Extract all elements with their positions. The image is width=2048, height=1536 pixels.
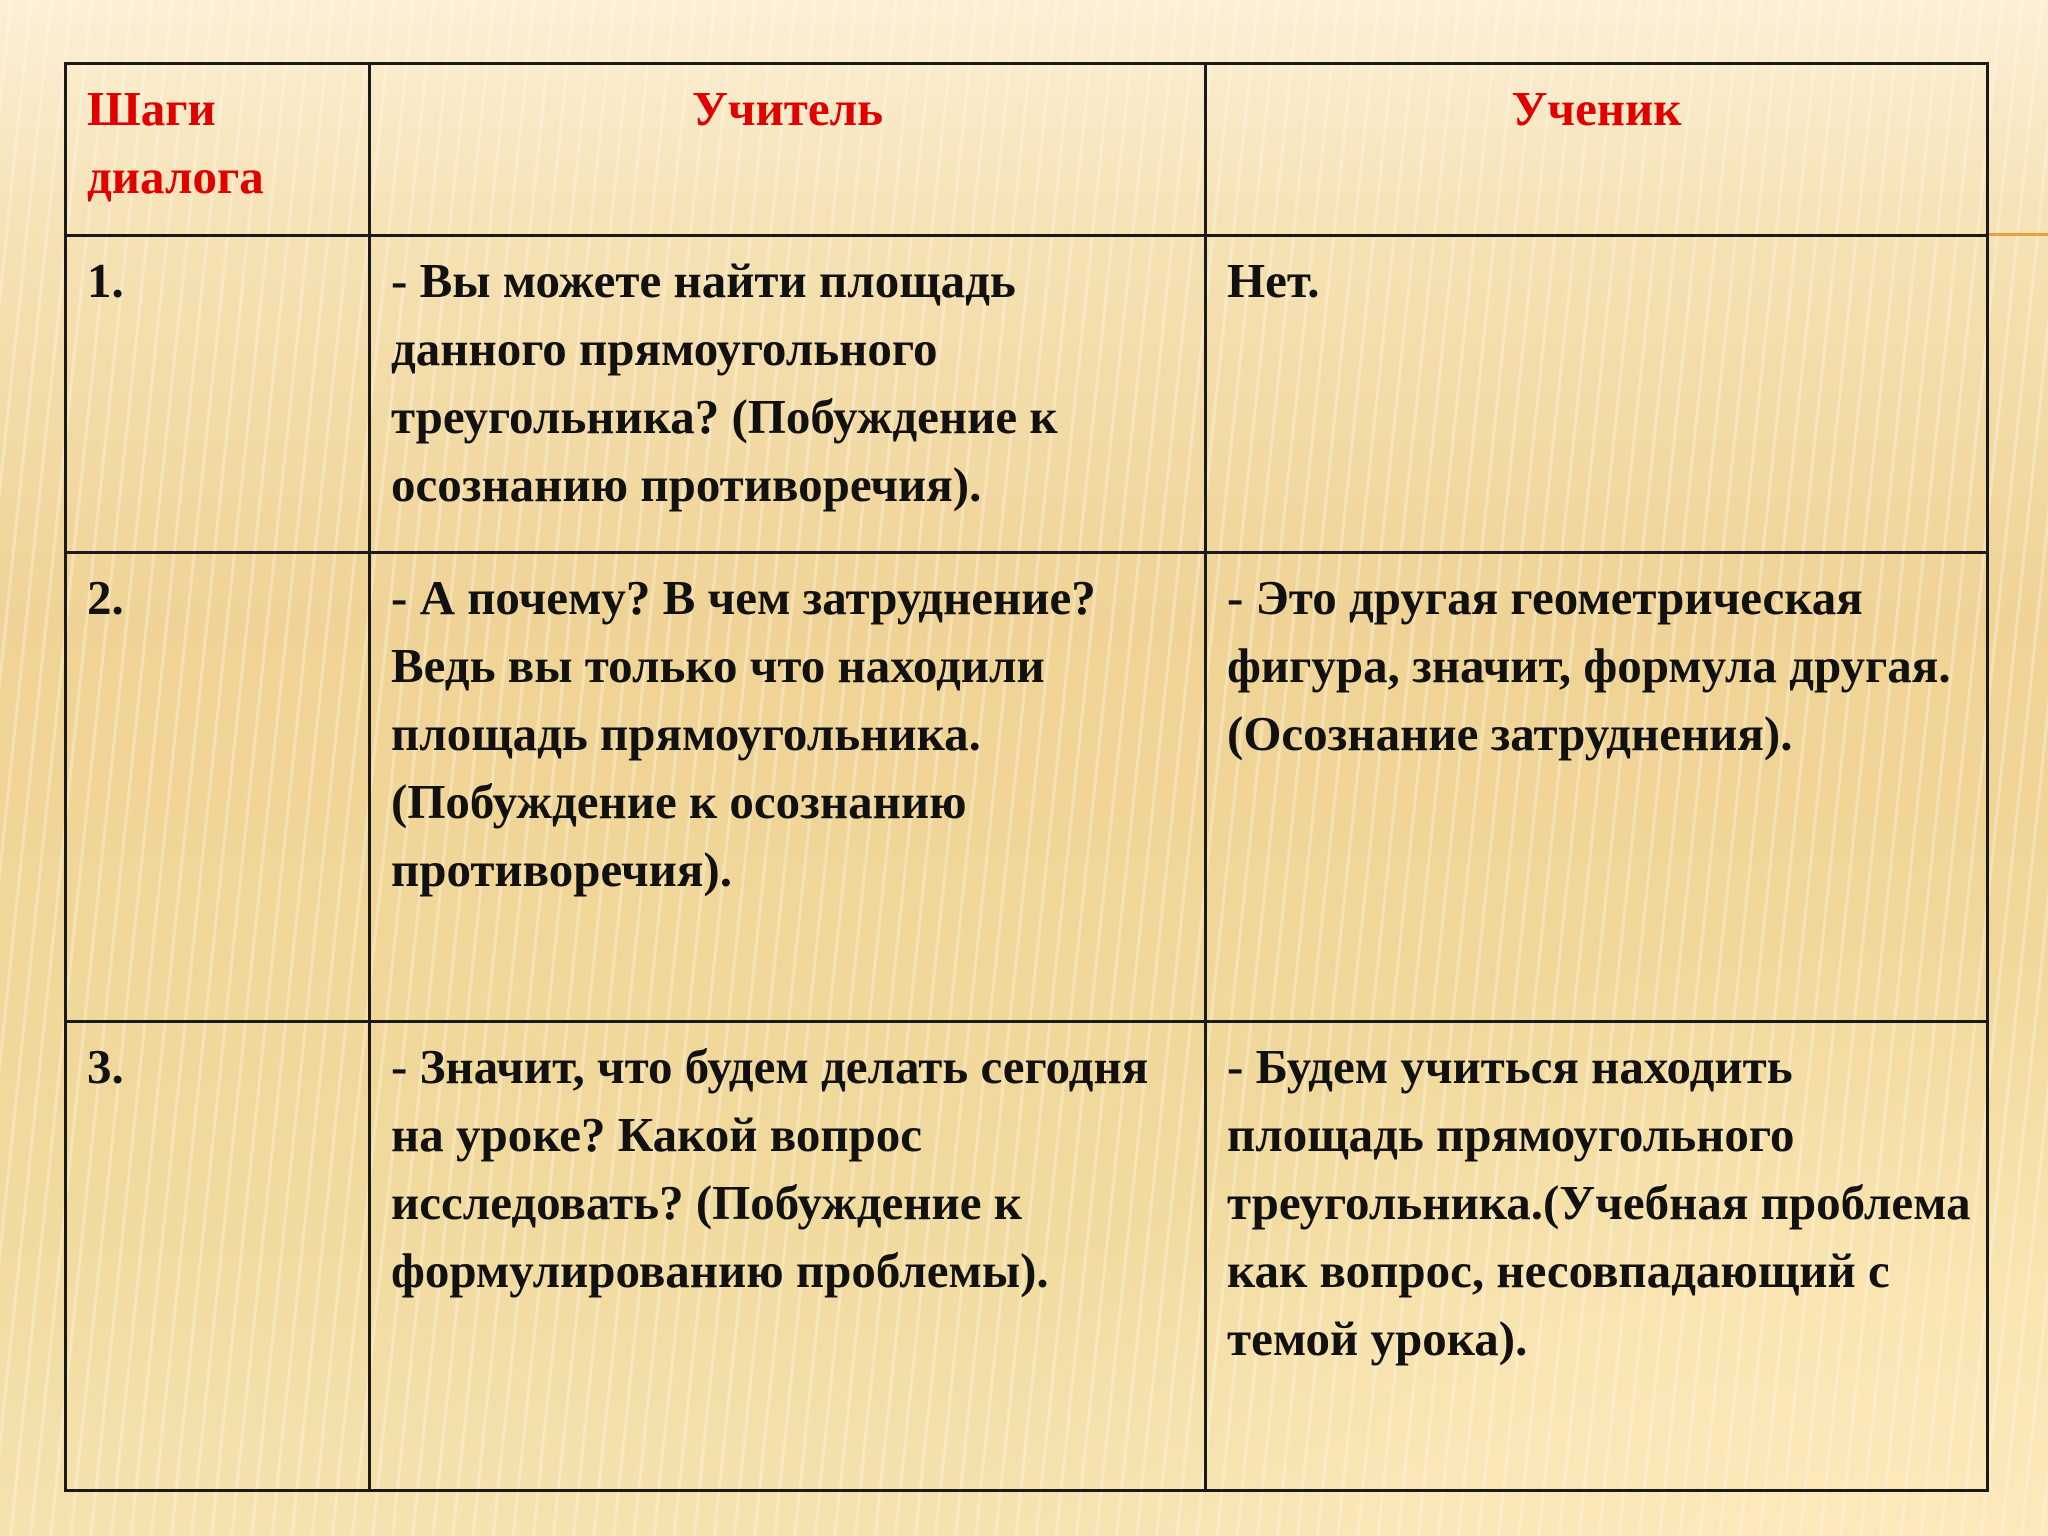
teacher-line: - Значит, что будем делать сегодня на уроке? Какой вопрос исследовать? (Побуждение к формулированию проблемы).	[370, 1022, 1206, 1491]
step-number: 3.	[66, 1022, 370, 1491]
table-row	[66, 236, 1988, 553]
student-line: Нет.	[1206, 236, 1988, 553]
header-teacher: Учитель	[370, 64, 1206, 236]
step-number: 2.	[66, 553, 370, 1022]
teacher-line: - Вы можете найти площадь данного прямоугольного треугольника? (Побуждение к осознанию противоречия).	[370, 236, 1206, 553]
step-number: 1.	[66, 236, 370, 553]
student-line: - Будем учиться находить площадь прямоугольного треугольника.(Учебная проблема как вопрос, несовпадающий с темой урока).	[1206, 1022, 1988, 1491]
header-steps: Шаги диалога	[66, 64, 370, 236]
table-row	[66, 553, 1988, 1022]
student-line: - Это другая геометрическая фигура, значит, формула другая. (Осознание затруднения).	[1206, 553, 1988, 1022]
accent-line	[1985, 233, 2048, 236]
table-header-row	[66, 64, 1988, 236]
dialog-table-container	[64, 62, 1986, 1489]
dialog-table	[64, 62, 1989, 1492]
teacher-line: - А почему? В чем затруднение? Ведь вы только что находили площадь прямоугольника. (Побуждение к осознанию противоречия).	[370, 553, 1206, 1022]
header-student: Ученик	[1206, 64, 1988, 236]
table-row	[66, 1022, 1988, 1491]
